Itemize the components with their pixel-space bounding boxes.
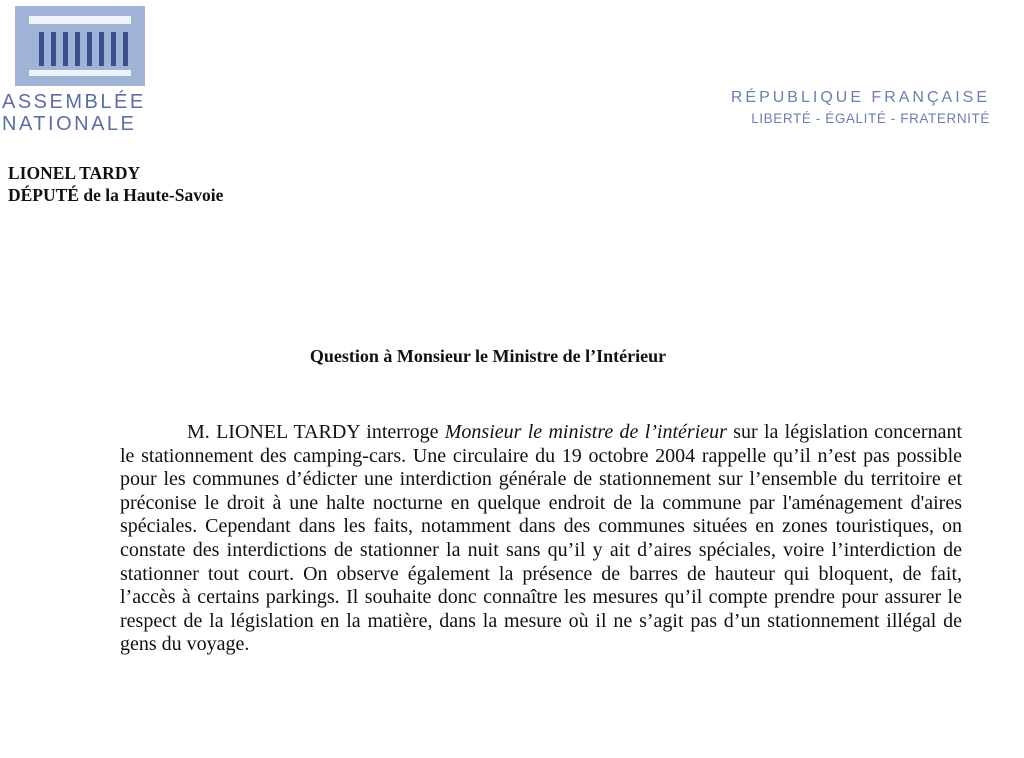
devise-label: LIBERTÉ - ÉGALITÉ - FRATERNITÉ — [751, 111, 990, 126]
assemblee-nationale-wordmark — [2, 91, 162, 135]
republique-francaise-label: RÉPUBLIQUE FRANÇAISE — [730, 89, 990, 106]
parliament-emblem-icon — [15, 6, 145, 86]
question-text: sur la législation concernant le stationnement des camping-cars. Une circulaire du 19 octobre 2004 rappelle qu’il n’est pas possible pour les communes d’édicter une interdiction générale de stationnement sur l’ensemble du territoire et préconise le droit à une halte nocturne en quelque endroit de la commune par l'aménagement d'aires spéciales. Cependant dans les faits, notamment dans des communes situées en zones touristiques, on constate des interdictions de stationner la nuit sans qu’il y ait d’aires spéciales, voire l’interdiction de stationner tout court. On observe également la présence de barres de hauteur qui bloquent, de fait, l’accès à certains parkings. Il souhaite donc connaître les mesures qu’il compte prendre pour assurer le respect de la législation en la matière, dans la mesure où il ne s’agit pas d’un stationnement illégal de gens du voyage. — [120, 421, 962, 656]
question-paragraph — [120, 421, 962, 657]
question-body — [120, 421, 962, 657]
logo-line-2: NATIONALE — [2, 113, 137, 135]
question-intro: M. LIONEL TARDY interroge — [187, 421, 445, 443]
deputy-role: DÉPUTÉ de la Haute-Savoie — [8, 185, 224, 205]
deputy-block — [8, 162, 223, 206]
question-title: Question à Monsieur le Ministre de l’Intérieur — [309, 346, 667, 366]
question-addressee: Monsieur le ministre de l’intérieur — [444, 421, 727, 443]
logo-line-1: ASSEMBLÉE — [2, 91, 146, 113]
republique-francaise-header — [731, 88, 990, 129]
deputy-name: LIONEL TARDY — [8, 163, 141, 183]
